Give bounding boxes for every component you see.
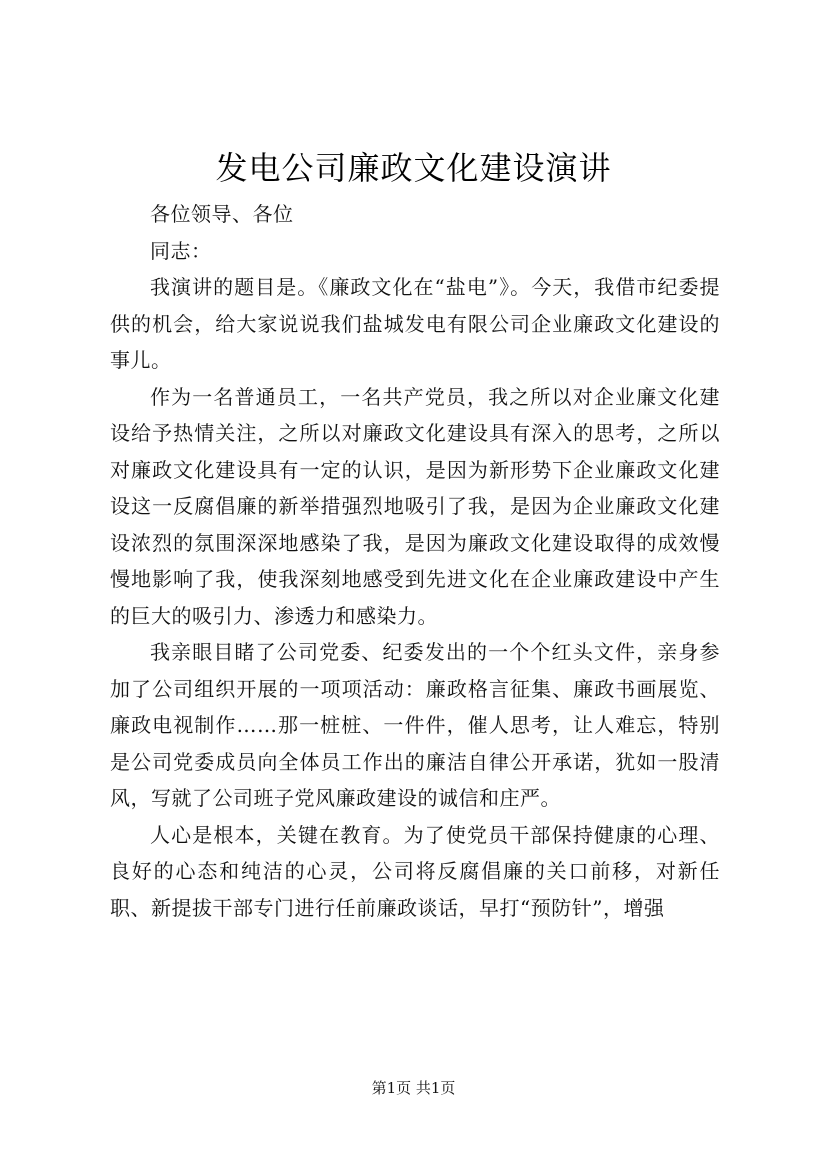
paragraph-education: 人心是根本，关键在教育。为了使党员干部保持健康的心理、良好的心态和纯洁的心灵，公司将反腐倡廉的关口前移，对新任职、新提拔干部专门进行任前廉政谈话，早打“预防针”，增强 xyxy=(110,822,720,920)
paragraph-intro: 我演讲的题目是。《廉政文化在“盐电”》。今天，我借市纪委提供的机会，给大家说说我们盐城发电有限公司企业廉政文化建设的事儿。 xyxy=(110,275,720,372)
document-title: 发电公司廉政文化建设演讲 xyxy=(215,149,612,187)
paragraph-greeting-cont: 同志： xyxy=(150,238,212,263)
document-body xyxy=(110,196,720,926)
paragraph-witness: 我亲眼目睹了公司党委、纪委发出的一个个红头文件，亲身参加了公司组织开展的一项项活动：廉政格言征集、廉政书画展览、廉政电视制作……那一桩桩、一件件，催人思考，让人难忘，特别是公司党委成员向全体员工作出的廉洁自律公开承诺，犹如一股清风，写就了公司班子党风廉政建设的诚信和庄严。 xyxy=(110,640,720,810)
paragraph-greeting: 各位领导、各位 xyxy=(150,202,294,226)
paragraph-reasons: 作为一名普通员工，一名共产党员，我之所以对企业廉文化建设给予热情关注，之所以对廉政文化建设具有深入的思考，之所以对廉政文化建设具有一定的认识，是因为新形势下企业廉政文化建设这一反腐倡廉的新举措强烈地吸引了我，是因为企业廉政文化建设浓烈的氛围深深地感染了我，是因为廉政文化建设取得的成效慢慢地影响了我，使我深刻地感受到先进文化在企业廉政建设中产生的巨大的吸引力、渗透力和感染力。 xyxy=(110,384,720,628)
page-footer: 第1页 共1页 xyxy=(371,1079,456,1097)
